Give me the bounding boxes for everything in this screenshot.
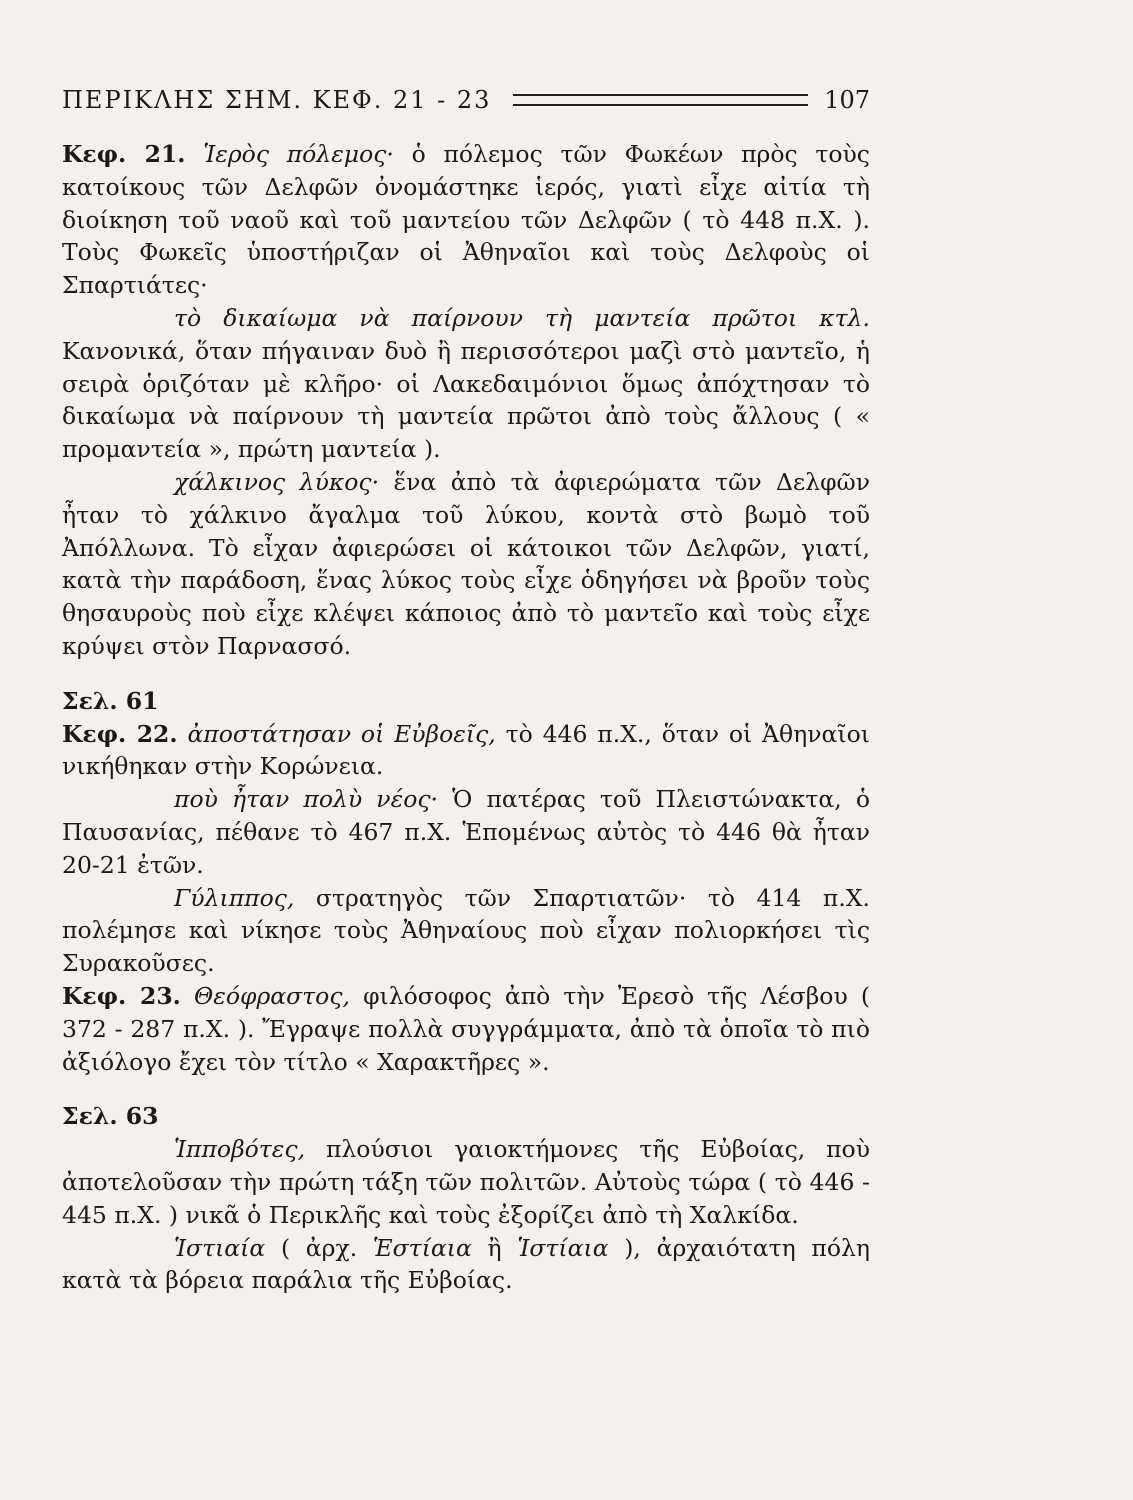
chapter-label: Κεφ. 21. bbox=[62, 140, 186, 168]
section-page-63: Σελ. 63 bbox=[62, 1102, 159, 1131]
section-page-61: Σελ. 61 bbox=[62, 686, 159, 715]
page-body bbox=[62, 138, 870, 1297]
lemma: τὸ δικαίωμα νὰ παίρνουν τὴ μαντεία πρῶτοι κτλ. bbox=[174, 303, 870, 332]
note-bronze-wolf bbox=[62, 466, 870, 663]
note-text: στρατηγὸς τῶν Σπαρτιατῶν· τὸ 414 π.Χ. πολέμησε καὶ νίκησε τοὺς Ἀθηναίους ποὺ εἶχαν πολιορκήσει τὶς Συρακοῦσες. bbox=[62, 883, 870, 978]
note-text: ), ἀρχαιότατη πόλη κατὰ τὰ βόρεια παράλια τῆς Εὐβοίας. bbox=[62, 1233, 870, 1295]
note-hippobotai bbox=[62, 1133, 870, 1231]
note-text: ἢ bbox=[487, 1233, 502, 1262]
note-text: Ὁ πατέρας τοῦ Πλειστώνακτα, ὁ Παυσανίας, πέθανε τὸ 467 π.Χ. Ἑπομένως αὐτὸς τὸ 446 θὰ ἦταν 20-21 ἐτῶν. bbox=[62, 785, 870, 879]
chapter-label: Κεφ. 23. bbox=[62, 981, 181, 1010]
lemma: ποὺ ἦταν πολὺ νέος· bbox=[174, 785, 438, 814]
chapter-label: Κεφ. 22. bbox=[62, 719, 178, 748]
note-text: ὁ πόλεμος τῶν Φωκέων πρὸς τοὺς κατοίκους τῶν Δελφῶν ὀνομάστηκε ἱερός, γιατὶ εἶχε αἰτία τὴ διοίκηση τοῦ ναοῦ καὶ τοῦ μαντείου τῶν Δελφῶν ( τὸ 448 π.Χ. ). Τοὺς Φωκεῖς ὑποστήριζαν οἱ Ἀθηναῖοι καὶ τοὺς Δελφοὺς οἱ Σπαρτιάτες· bbox=[62, 140, 870, 300]
lemma: χάλκινος λύκος· bbox=[174, 467, 380, 496]
note-text: τὸ 446 π.Χ., ὅταν οἱ Ἀθηναῖοι νικήθηκαν στὴν Κορώνεια. bbox=[62, 719, 870, 781]
running-header bbox=[62, 82, 870, 118]
note-text: Κανονικά, ὅταν πήγαιναν δυὸ ἢ περισσότεροι μαζὶ στὸ μαντεῖο, ἡ σειρὰ ὁριζόταν μὲ κλῆρο· οἱ Λακεδαιμόνιοι ὅμως ἀπόχτησαν τὸ δικαίωμα νὰ παίρνουν τὴ μαντεία πρῶτοι ἀπὸ τοὺς ἄλλους ( « προμαντεία », πρώτη μαντεία ). bbox=[62, 336, 870, 464]
lemma: Γύλιππος, bbox=[174, 883, 295, 912]
alt-name: Ἑστίαια bbox=[372, 1233, 472, 1262]
lemma: Ἱστιαία bbox=[174, 1233, 266, 1262]
page-number: 107 bbox=[824, 86, 870, 114]
note-gylippus bbox=[62, 882, 870, 980]
lemma: ἀποστάτησαν οἱ Εὐβοεῖς, bbox=[187, 719, 496, 748]
alt-name: Ἱστίαια bbox=[517, 1233, 609, 1262]
note-text: πλούσιοι γαιοκτήμονες τῆς Εὐβοίας, ποὺ ἀποτελοῦσαν τὴν πρώτη τάξη τῶν πολιτῶν. Αὐτοὺς τώρα ( τὸ 446 - 445 π.Χ. ) νικᾶ ὁ Περικλῆς καὶ τοὺς ἐξορίζει ἀπὸ τὴ Χαλκίδα. bbox=[62, 1135, 870, 1229]
header-rule bbox=[513, 94, 808, 106]
note-oracle-right bbox=[62, 302, 870, 466]
note-text: ἕνα ἀπὸ τὰ ἀφιερώματα τῶν Δελφῶν ἦταν τὸ χάλκινο ἄγαλμα τοῦ λύκου, κοντὰ στὸ βωμὸ τοῦ Ἀπόλλωνα. Τὸ εἶχαν ἀφιερώσει οἱ κάτοικοι τῶν Δελφῶν, γιατί, κατὰ τὴν παράδοση, ἕνας λύκος τοὺς εἶχε ὁδηγήσει νὰ βροῦν τοὺς θησαυροὺς ποὺ εἶχε κλέψει κάποιος ἀπὸ τὸ μαντεῖο καὶ τοὺς εἶχε κρύψει στὸν Παρνασσό. bbox=[62, 467, 870, 660]
running-title: ΠΕΡΙΚΛΗΣ ΣΗΜ. ΚΕΦ. 21 - 23 bbox=[62, 86, 492, 114]
note-text: φιλόσοφος ἀπὸ τὴν Ἐρεσὸ τῆς Λέσβου ( 372 - 287 π.Χ. ). Ἔγραψε πολλὰ συγγράμματα, ἀπὸ τὰ ὁποῖα τὸ πιὸ ἀξιόλογο ἔχει τὸν τίτλο « Χαρακτῆρες ». bbox=[62, 981, 870, 1076]
note-very-young bbox=[62, 783, 870, 881]
note-histiaea bbox=[62, 1232, 870, 1298]
note-ch23-theophrastus bbox=[62, 980, 870, 1078]
note-ch22-euboeans bbox=[62, 718, 870, 784]
lemma: Ἱπποβότες, bbox=[174, 1135, 306, 1164]
note-ch21-holy-war bbox=[62, 138, 870, 302]
lemma: Ἱερὸς πόλεμος· bbox=[203, 140, 394, 168]
note-text: ( ἀρχ. bbox=[280, 1233, 358, 1262]
lemma: Θεόφραστος, bbox=[193, 981, 350, 1010]
